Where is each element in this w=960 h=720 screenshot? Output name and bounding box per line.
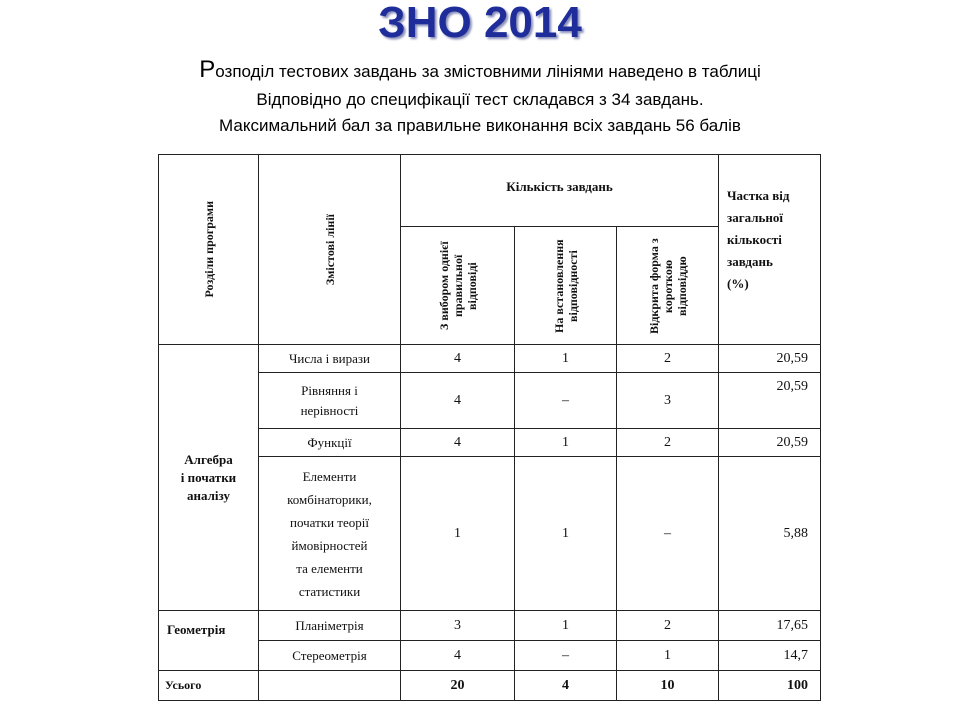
- cell-single-choice: 4: [401, 641, 515, 671]
- header-task-count: Кількість завдань: [401, 155, 719, 227]
- cell-share: 20,59: [719, 429, 821, 457]
- cell-single-choice: 4: [401, 345, 515, 373]
- total-single-choice: 20: [401, 671, 515, 701]
- cell-matching: 1: [515, 611, 617, 641]
- header-single-choice: З вибором однієї правильної відповіді: [401, 227, 515, 345]
- header-matching: На встановлення відповідності: [515, 227, 617, 345]
- cell-open-short: 2: [617, 345, 719, 373]
- cell-matching: 1: [515, 345, 617, 373]
- line-functions: Функції: [259, 429, 401, 457]
- subtitle-initial: Р: [199, 56, 216, 83]
- cell-open-short: –: [617, 457, 719, 611]
- total-open-short: 10: [617, 671, 719, 701]
- cell-share: 14,7: [719, 641, 821, 671]
- header-row-top: [159, 155, 821, 227]
- task-distribution-table: [158, 154, 821, 701]
- subtitle-line-1: [0, 56, 960, 84]
- slide-title: ЗНО 2014: [378, 0, 582, 47]
- cell-share: 20,59: [719, 373, 821, 429]
- total-row: [159, 671, 821, 701]
- cell-matching: –: [515, 373, 617, 429]
- cell-matching: –: [515, 641, 617, 671]
- cell-matching: 1: [515, 429, 617, 457]
- table-row: [159, 345, 821, 373]
- header-share: Частка від загальної кількості завдань (%): [719, 155, 821, 345]
- total-empty-cell: [259, 671, 401, 701]
- section-geometry: Геометрія: [159, 611, 259, 671]
- line-stereometry: Стереометрія: [259, 641, 401, 671]
- cell-single-choice: 1: [401, 457, 515, 611]
- header-sections: Розділи програми: [159, 155, 259, 345]
- cell-open-short: 1: [617, 641, 719, 671]
- cell-single-choice: 4: [401, 429, 515, 457]
- section-algebra: Алгебра і початки аналізу: [159, 345, 259, 611]
- cell-single-choice: 3: [401, 611, 515, 641]
- line-equations-inequalities: Рівняння і нерівності: [259, 373, 401, 429]
- table-row: [159, 457, 821, 611]
- total-share: 100: [719, 671, 821, 701]
- cell-open-short: 2: [617, 429, 719, 457]
- subtitle-line-3: Максимальний бал за правильне виконання всіх завдань 56 балів: [219, 116, 741, 135]
- table-row: [159, 641, 821, 671]
- cell-share: 5,88: [719, 457, 821, 611]
- table-row: [159, 429, 821, 457]
- subtitle-line-2: Відповідно до специфікації тест складався з 34 завдань.: [256, 90, 704, 109]
- total-matching: 4: [515, 671, 617, 701]
- cell-share: 20,59: [719, 345, 821, 373]
- cell-open-short: 2: [617, 611, 719, 641]
- cell-share: 17,65: [719, 611, 821, 641]
- line-combinatorics-probability: Елементи комбінаторики, початки теорії ймовірностей та елементи статистики: [259, 457, 401, 611]
- table-row: [159, 611, 821, 641]
- header-content-lines: Змістові лінії: [259, 155, 401, 345]
- line-planimetry: Планіметрія: [259, 611, 401, 641]
- cell-matching: 1: [515, 457, 617, 611]
- table-row: [159, 373, 821, 429]
- subtitle-rest: озподіл тестових завдань за змістовними лініями наведено в таблиці: [215, 62, 761, 81]
- line-numbers-expressions: Числа і вирази: [259, 345, 401, 373]
- header-open-short: Відкрита форма з короткою відповіддю: [617, 227, 719, 345]
- cell-single-choice: 4: [401, 373, 515, 429]
- cell-open-short: 3: [617, 373, 719, 429]
- total-label: Усього: [159, 671, 259, 701]
